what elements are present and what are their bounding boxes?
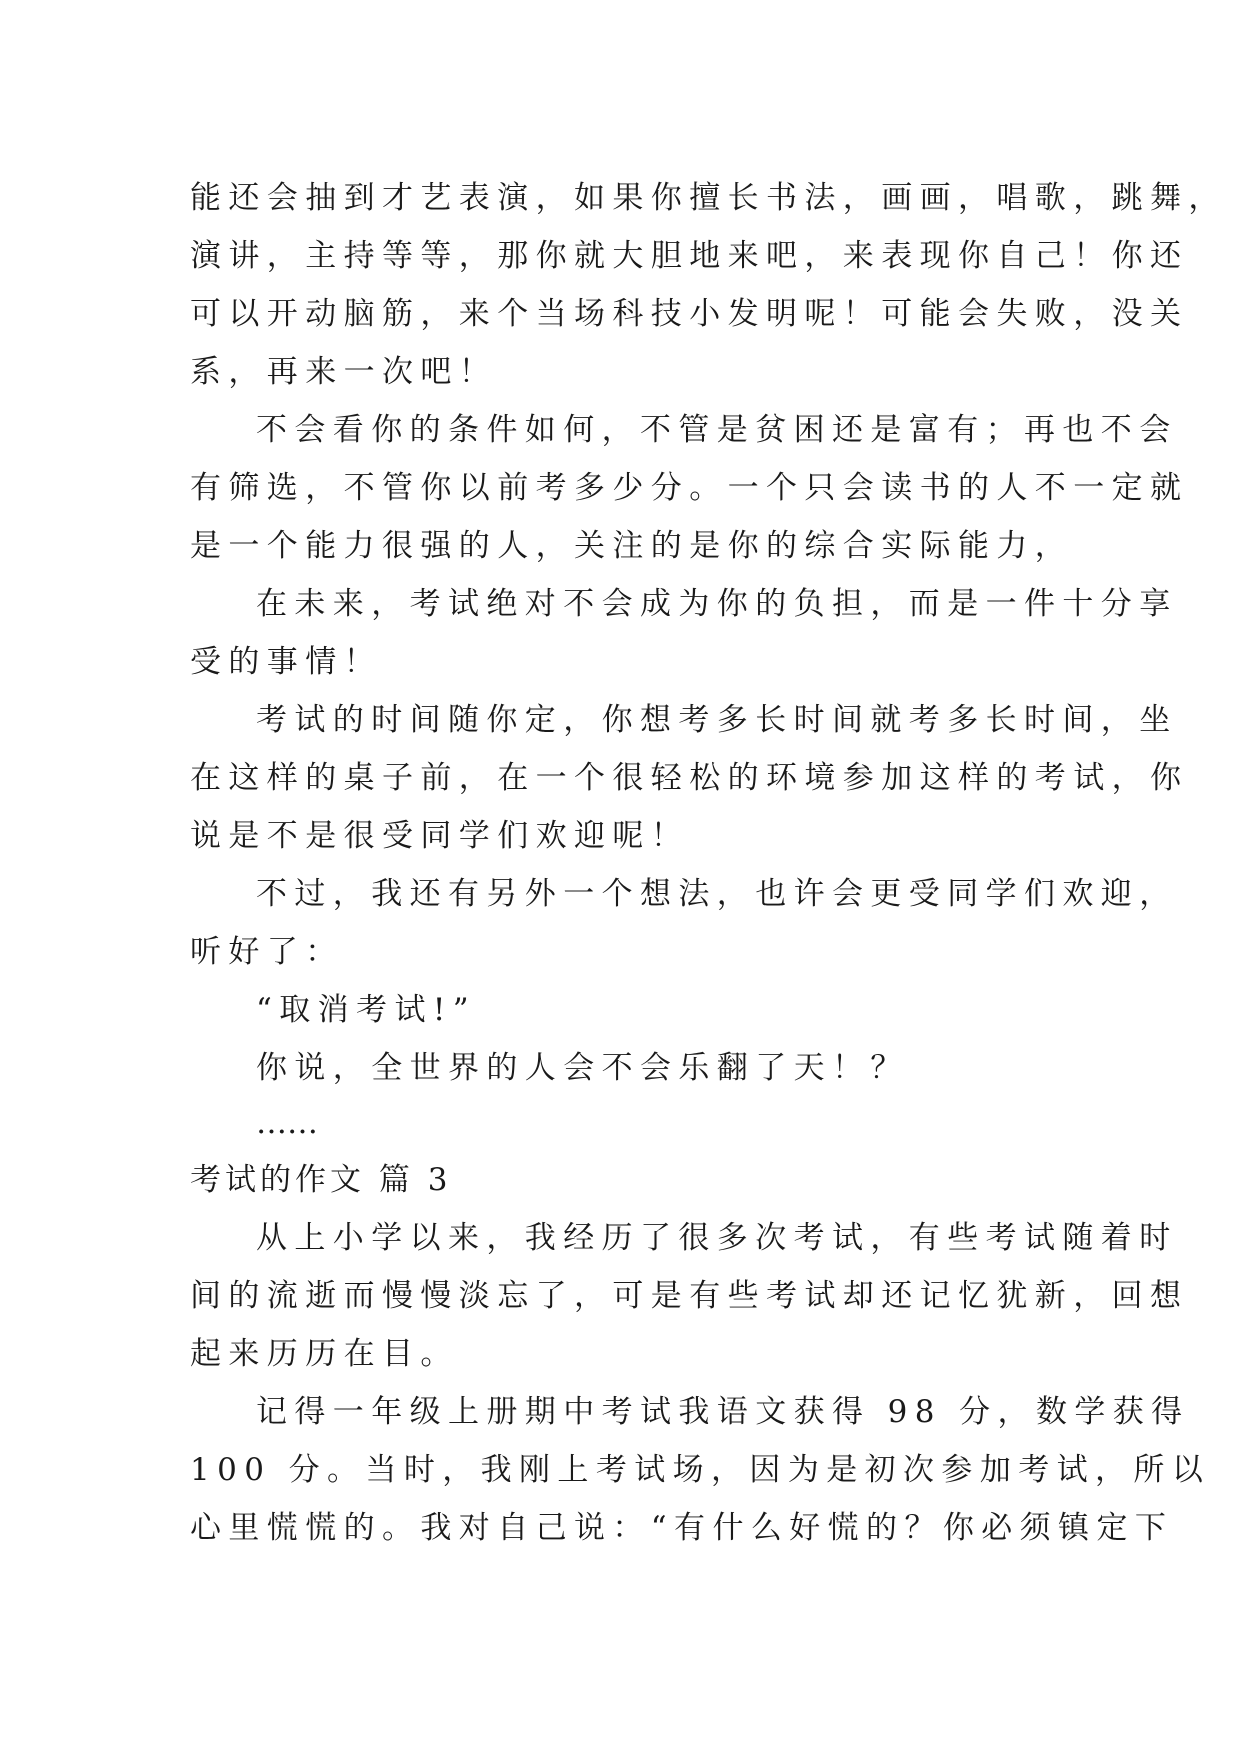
paragraph-line: 起来历历在目。 <box>190 1336 459 1372</box>
paragraph-line: 在未来，考试绝对不会成为你的负担，而是一件十分享 <box>256 586 1178 622</box>
paragraph-line: 在这样的桌子前，在一个很轻松的环境参加这样的考试，你 <box>190 760 1189 796</box>
paragraph-line: 可以开动脑筋，来个当场科技小发明呢！可能会失败，没关 <box>190 296 1189 332</box>
paragraph-line: 系，再来一次吧！ <box>190 354 498 390</box>
paragraph-line: 心里慌慌的。我对自己说：“有什么好慌的？你必须镇定下 <box>190 1510 1174 1546</box>
paragraph-line: 记得一年级上册期中考试我语文获得 98 分，数学获得 <box>256 1394 1190 1430</box>
paragraph-line: 能还会抽到才艺表演，如果你擅长书法，画画，唱歌，跳舞， <box>190 180 1227 216</box>
paragraph-line: 考试的时间随你定，你想考多长时间就考多长时间，坐 <box>256 702 1178 738</box>
section-heading: 考试的作文 篇 3 <box>190 1162 452 1198</box>
paragraph-line: 受的事情！ <box>190 644 382 680</box>
paragraph-line: 你说，全世界的人会不会乐翻了天！？ <box>256 1050 909 1086</box>
ellipsis-line: …… <box>256 1105 318 1141</box>
paragraph-line: 有筛选，不管你以前考多少分。一个只会读书的人不一定就 <box>190 470 1189 506</box>
paragraph-line: “取消考试!” <box>256 992 476 1028</box>
paragraph-line: 听好了： <box>190 934 344 970</box>
paragraph-line: 演讲，主持等等，那你就大胆地来吧，来表现你自己！你还 <box>190 238 1189 274</box>
paragraph-line: 说是不是很受同学们欢迎呢！ <box>190 818 690 854</box>
paragraph-line: 不过，我还有另外一个想法，也许会更受同学们欢迎， <box>256 876 1178 912</box>
paragraph-line: 间的流逝而慢慢淡忘了，可是有些考试却还记忆犹新，回想 <box>190 1278 1189 1314</box>
paragraph-line: 不会看你的条件如何，不管是贫困还是富有；再也不会 <box>256 412 1178 448</box>
paragraph-line: 从上小学以来，我经历了很多次考试，有些考试随着时 <box>256 1220 1178 1256</box>
paragraph-line: 是一个能力很强的人，关注的是你的综合实际能力， <box>190 528 1074 564</box>
paragraph-line: 100 分。当时，我刚上考试场，因为是初次参加考试，所以 <box>190 1452 1211 1488</box>
